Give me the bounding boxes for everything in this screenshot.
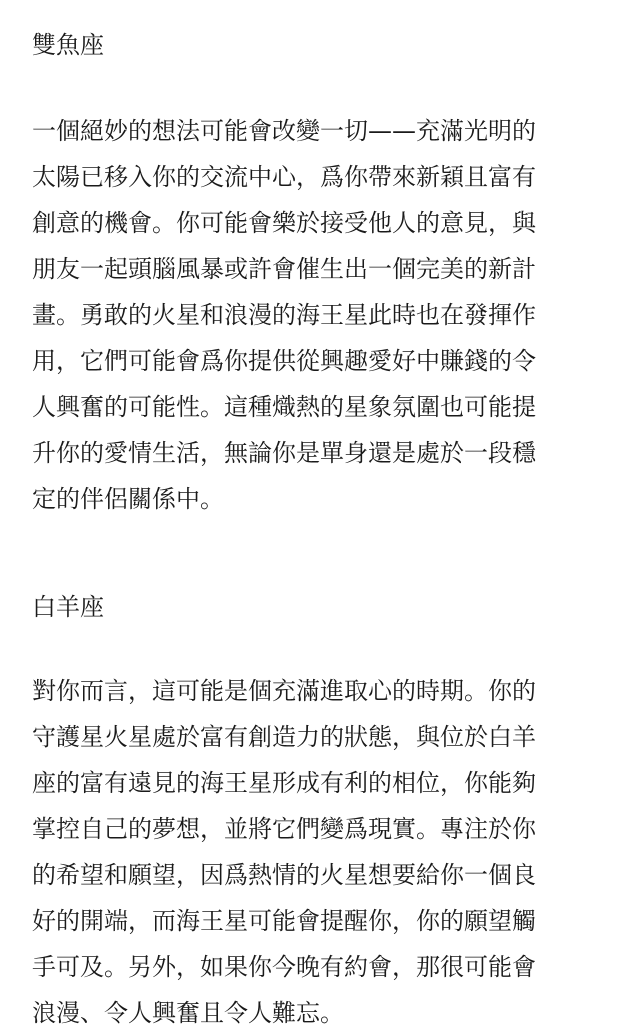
paragraph-line: 人興奮的可能性。這種熾熱的星象氛圍也可能提 bbox=[32, 393, 536, 421]
section-title: 白羊座 bbox=[32, 593, 104, 621]
section-title: 雙魚座 bbox=[32, 31, 104, 59]
paragraph-line: 的希望和願望，因爲熱情的火星想要給你一個良 bbox=[32, 861, 536, 889]
paragraph-line: 一個絕妙的想法可能會改變一切——充滿光明的 bbox=[32, 117, 536, 145]
paragraph-line: 對你而言，這可能是個充滿進取心的時期。你的 bbox=[32, 677, 536, 705]
paragraph-line: 掌控自己的夢想，並將它們變爲現實。專注於你 bbox=[32, 815, 536, 843]
paragraph-line: 定的伴侶關係中。 bbox=[32, 485, 224, 513]
paragraph-line: 好的開端，而海王星可能會提醒你，你的願望觸 bbox=[32, 907, 536, 935]
paragraph-line: 用，它們可能會爲你提供從興趣愛好中賺錢的令 bbox=[32, 347, 536, 375]
section-pisces bbox=[32, 28, 612, 513]
paragraph-line: 升你的愛情生活，無論你是單身還是處於一段穩 bbox=[32, 439, 536, 467]
paragraph-line: 座的富有遠見的海王星形成有利的相位，你能夠 bbox=[32, 769, 536, 797]
paragraph-line: 浪漫、令人興奮且令人難忘。 bbox=[32, 999, 344, 1027]
paragraph-line: 朋友一起頭腦風暴或許會催生出一個完美的新計 bbox=[32, 255, 536, 283]
paragraph-line: 手可及。另外，如果你今晚有約會，那很可能會 bbox=[32, 953, 536, 981]
paragraph-line: 創意的機會。你可能會樂於接受他人的意見，與 bbox=[32, 209, 536, 237]
section-body bbox=[32, 108, 536, 522]
paragraph-line: 太陽已移入你的交流中心，爲你帶來新穎且富有 bbox=[32, 163, 536, 191]
section-body bbox=[32, 668, 536, 1036]
paragraph-line: 畫。勇敢的火星和浪漫的海王星此時也在發揮作 bbox=[32, 301, 536, 329]
paragraph-line: 守護星火星處於富有創造力的狀態，與位於白羊 bbox=[32, 723, 536, 751]
section-aries bbox=[32, 590, 612, 1027]
